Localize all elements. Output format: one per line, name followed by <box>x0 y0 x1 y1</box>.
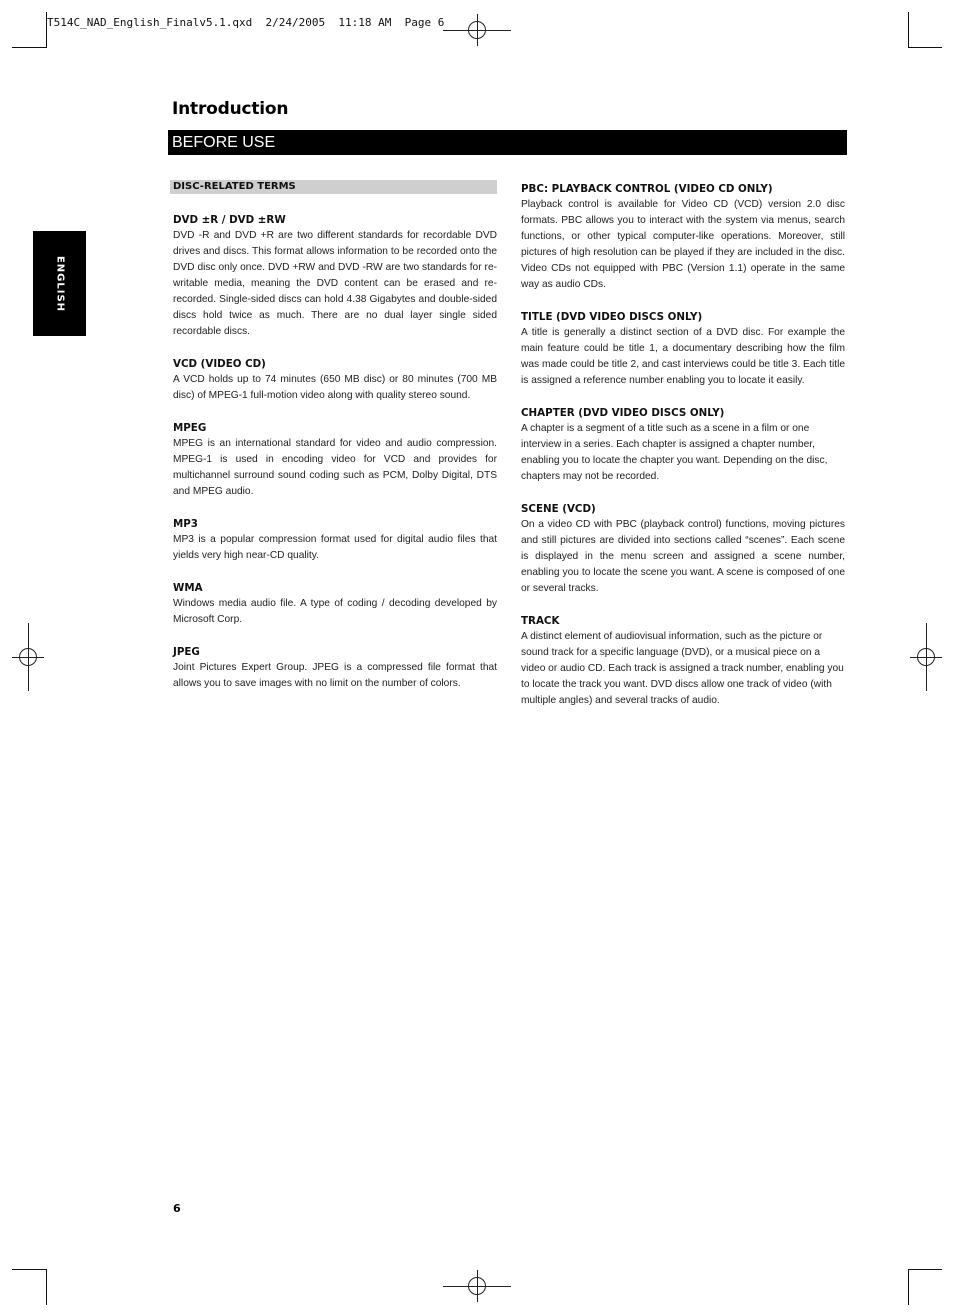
print-slug: T514C_NAD_English_Finalv5.1.qxd 2/24/2005 11:18 AM Page 6 <box>47 16 445 29</box>
right-column <box>521 181 845 725</box>
term-heading: TRACK <box>521 615 560 627</box>
term-body: DVD -R and DVD +R are two different standards for recordable DVD drives and discs. This format allows information to be recorded onto the DVD disc only once. DVD +RW and DVD -RW are two standards for re-writable media, meaning the DVD content can be erased and re-recorded. Single-sided discs can hold 4.38 Gigabytes and double-sided discs hold twice as much. There are no dual layer single sided recordable discs. <box>173 230 497 337</box>
term-body: Joint Pictures Expert Group. JPEG is a compressed file format that allows you to save images with no limit on the number of colors. <box>173 662 497 689</box>
page-number: 6 <box>173 1202 181 1215</box>
term-heading: TITLE (DVD VIDEO DISCS ONLY) <box>521 311 703 323</box>
term-body: MPEG is an international standard for video and audio compression. MPEG-1 is used in encoding video for VCD and provides for multichannel surround sound coding such as PCM, Dolby Digital, DTS and MPEG audio. <box>173 438 497 497</box>
term-mpeg <box>173 420 497 500</box>
crop-mark-top-left-v <box>46 12 47 48</box>
term-heading: WMA <box>173 582 203 594</box>
term-vcd <box>173 356 497 404</box>
term-body: MP3 is a popular compression format used for digital audio files that yields very high near-CD quality. <box>173 534 497 561</box>
term-jpeg <box>173 644 497 692</box>
term-body: Playback control is available for Video CD (VCD) version 2.0 disc formats. PBC allows you to interact with the system via menus, search functions, or other typical computer-like operations. Moreover, still pictures of high resolution can be played if they are included in the disc. Video CDs not equipped with PBC (Version 1.1) operate in the same way as audio CDs. <box>521 199 845 290</box>
crop-mark-bottom-right-h <box>908 1269 942 1270</box>
term-pbc <box>521 181 845 293</box>
term-title <box>521 309 845 389</box>
section-heading: DISC-RELATED TERMS <box>170 180 497 194</box>
term-body: On a video CD with PBC (playback control) functions, moving pictures and still pictures are divided into sections called “scenes”. Each scene is displayed in the menu screen and assigned a scene number, enabling you to locate the scene you want. A scene is composed of one or several tracks. <box>521 519 845 594</box>
crop-mark-bottom-left-v <box>46 1269 47 1305</box>
term-body: A title is generally a distinct section of a DVD disc. For example the main feature could be title 1, a documentary describing how the film was made could be title 2, and cast interviews could be title 3. Each title is assigned a reference number enabling you to locate it easily. <box>521 327 845 386</box>
term-body: A chapter is a segment of a title such as a scene in a film or one interview in a series. Each chapter is assigned a chapter number, enabling you to locate the chapter you want. Depending on the disc, chapters may not be recorded. <box>521 423 828 482</box>
term-heading: MP3 <box>173 518 198 530</box>
term-dvd-r-rw <box>173 212 497 340</box>
page-title: Introduction <box>172 99 289 119</box>
term-body: A VCD holds up to 74 minutes (650 MB disc) or 80 minutes (700 MB disc) of MPEG-1 full-motion video along with quality stereo sound. <box>173 374 497 401</box>
term-mp3 <box>173 516 497 564</box>
crop-mark-top-right-v <box>908 12 909 48</box>
crop-mark-top-right-h <box>908 47 942 48</box>
term-heading: MPEG <box>173 422 207 434</box>
term-chapter <box>521 405 845 485</box>
term-heading: JPEG <box>173 646 200 658</box>
crop-mark-bottom-left-h <box>12 1269 46 1270</box>
language-side-tab <box>33 231 86 336</box>
term-body: A distinct element of audiovisual information, such as the picture or sound track for a specific language (DVD), or a musical piece on a video or audio CD. Each track is assigned a track number, enabling you to locate the track you want. DVD discs allow one track of video (with multiple angles) and several tracks of audio. <box>521 631 844 706</box>
term-heading: VCD (VIDEO CD) <box>173 358 266 370</box>
term-heading: CHAPTER (DVD VIDEO DISCS ONLY) <box>521 407 725 419</box>
section-banner: BEFORE USE <box>168 130 847 155</box>
term-scene <box>521 501 845 597</box>
crop-mark-bottom-right-v <box>908 1269 909 1305</box>
term-heading: DVD ±R / DVD ±RW <box>173 214 286 226</box>
term-track <box>521 613 845 709</box>
term-heading: SCENE (VCD) <box>521 503 596 515</box>
crop-mark-top-left-h <box>12 47 46 48</box>
left-column <box>173 180 497 708</box>
term-wma <box>173 580 497 628</box>
term-heading: PBC: PLAYBACK CONTROL (VIDEO CD ONLY) <box>521 183 773 195</box>
term-body: Windows media audio file. A type of coding / decoding developed by Microsoft Corp. <box>173 598 497 625</box>
language-side-tab-label: ENGLISH <box>54 255 65 312</box>
